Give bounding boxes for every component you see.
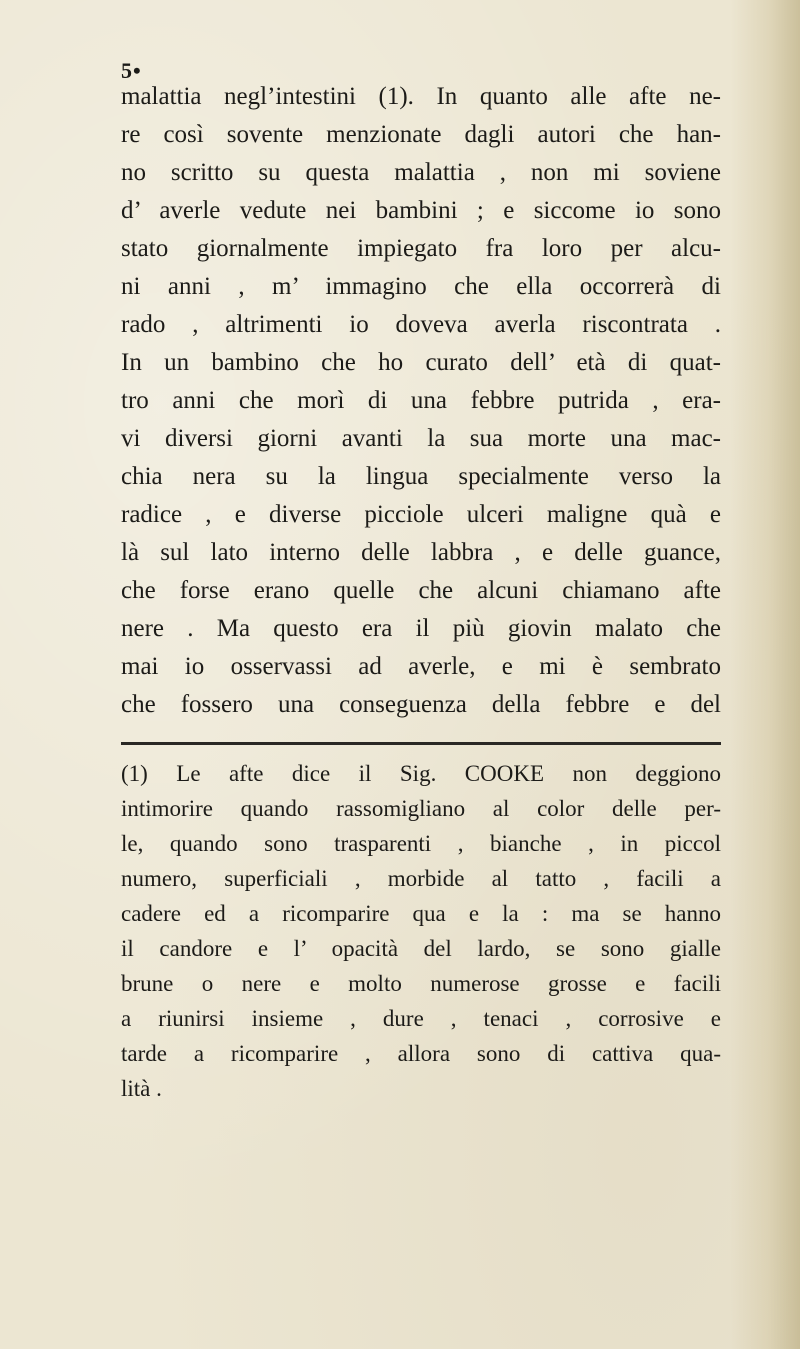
footnote-line: tarde a ricomparire , allora sono di cattiva qua-	[121, 1041, 721, 1066]
text-line: d’ averle vedute nei bambini ; e siccome io sono	[121, 197, 721, 224]
text-line: che fossero una conseguenza della febbre e del	[121, 691, 721, 718]
footnote-line: le, quando sono trasparenti , bianche , in piccol	[121, 831, 721, 856]
text-line: vi diversi giorni avanti la sua morte una mac-	[121, 425, 721, 452]
text-line: radice , e diverse picciole ulceri maligne quà e	[121, 501, 721, 528]
footnote-line: cadere ed a ricomparire qua e la : ma se hanno	[121, 901, 721, 926]
footnote-separator-rule	[121, 742, 721, 745]
footnote-line: intimorire quando rassomigliano al color delle per-	[121, 796, 721, 821]
text-line: re così sovente menzionate dagli autori che han-	[121, 121, 721, 148]
text-line: rado , altrimenti io doveva averla riscontrata .	[121, 311, 721, 338]
text-line: là sul lato interno delle labbra , e delle guance,	[121, 539, 721, 566]
text-line: stato giornalmente impiegato fra loro per alcu-	[121, 235, 721, 262]
footnote	[121, 756, 721, 1106]
text-line: no scritto su questa malattia , non mi soviene	[121, 159, 721, 186]
footnote-line: brune o nere e molto numerose grosse e facili	[121, 971, 721, 996]
text-line: tro anni che morì di una febbre putrida , era-	[121, 387, 721, 414]
main-text	[121, 78, 721, 724]
text-line: mai io osservassi ad averle, e mi è sembrato	[121, 653, 721, 680]
text-line: nere . Ma questo era il più giovin malato che	[121, 615, 721, 642]
text-line: In un bambino che ho curato dell’ età di quat-	[121, 349, 721, 376]
text-line: che forse erano quelle che alcuni chiamano afte	[121, 577, 721, 604]
text-line: ni anni , m’ immagino che ella occorrerà di	[121, 273, 721, 300]
text-line: malattia negl’intestini (1). In quanto alle afte ne-	[121, 83, 721, 110]
footnote-line: numero, superficiali , morbide al tatto , facili a	[121, 866, 721, 891]
footnote-line: il candore e l’ opacità del lardo, se sono gialle	[121, 936, 721, 961]
page-edge-shading	[730, 0, 800, 1349]
page-number: 5•	[121, 58, 142, 83]
footnote-line: lità .	[121, 1076, 162, 1101]
footnote-line: (1) Le afte dice il Sig. COOKE non deggiono	[121, 761, 721, 786]
footnote-line: a riunirsi insieme , dure , tenaci , corrosive e	[121, 1006, 721, 1031]
text-line: chia nera su la lingua specialmente verso la	[121, 463, 721, 490]
